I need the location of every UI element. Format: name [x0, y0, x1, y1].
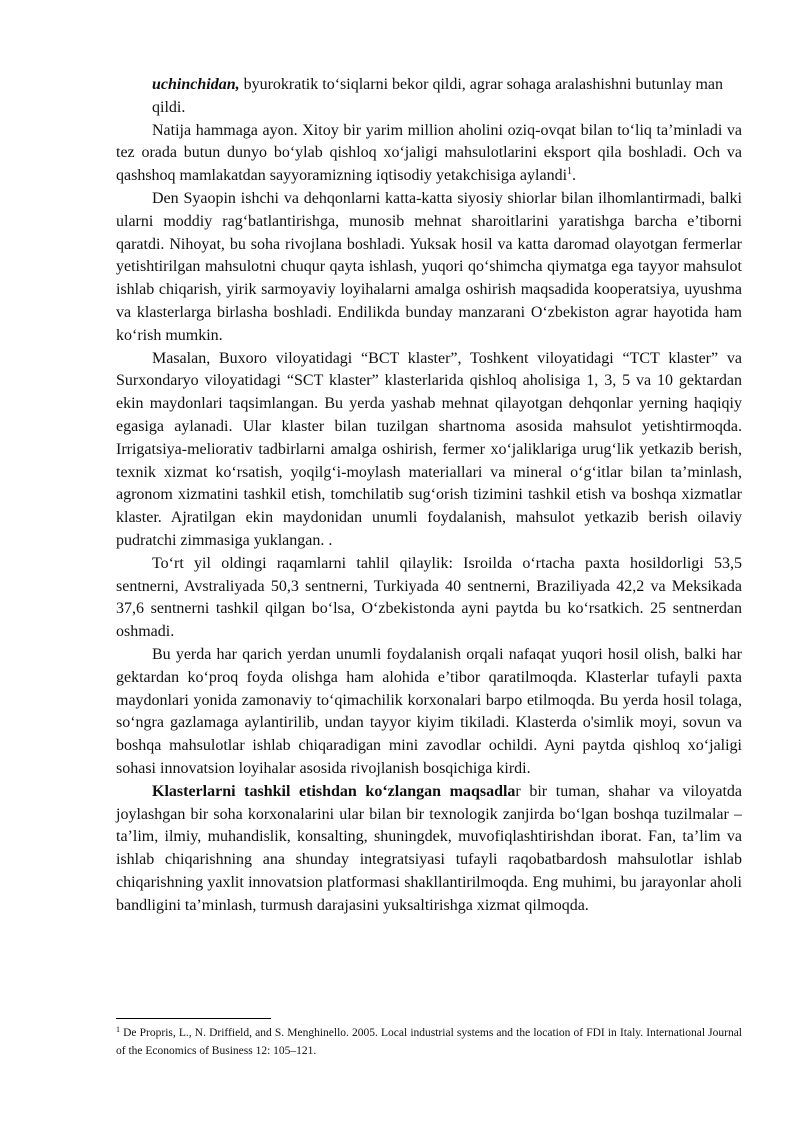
- paragraph-2-end: .: [572, 167, 577, 185]
- paragraph-1: [116, 74, 742, 120]
- paragraph-1-text: byurokratik to‘siqlarni bekor qildi, agrar sohaga aralashishni butunlay man qildi.: [152, 76, 724, 116]
- paragraph-4: Masalan, Buxoro viloyatidagi “BCT klaster”, Toshkent viloyatidagi “TCT klaster” va Surxondaryo viloyatidagi “SCT klaster” klasterlarida qishloq aholisiga 1, 3, 5 va 10 gektardan ekin maydonlari taqsimlangan. Bu yerda yashab mehnat qilayotgan dehqonlar yerning haqiqiy egasiga aylanadi. Ular klaster bilan tuzilgan shartnoma asosida mahsulot yetishtirmoqda. Irrigatsiya-meliorativ tadbirlarni amalga oshirish, fermer xo‘jaliklariga urug‘lik yetkazib berish, texnik xizmat ko‘rsatish, yoqilg‘i-moylash materiallari va mineral o‘g‘itlar bilan ta’minlash, agronom xizmatini tashkil etish, tomchilatib sug‘orish tizimini tashkil etish va boshqa xizmatlar klaster. Ajratilgan ekin maydonidan unumli foydalanish, mahsulot yetkazib berish oilaviy pudratchi zimmasiga yuklangan. .: [116, 349, 742, 549]
- paragraph-5: To‘rt yil oldingi raqamlarni tahlil qilaylik: Isroilda o‘rtacha paxta hosildorligi 53,5 sentnerni, Avstraliyada 50,3 sentnerni, Turkiyada 40 sentnerni, Braziliyada 42,2 va Meksikada 37,6 sentnerni tashkil qilgan bo‘lsa, O‘zbekistonda ayni paytda bu ko‘rsatkich. 25 sentnerdan oshmadi.: [116, 554, 742, 641]
- emphasis-klasterlar-maqsadi: Klasterlarni tashkil etishdan ko‘zlangan maqsadla: [152, 782, 516, 800]
- footnote-number: 1: [116, 1025, 120, 1034]
- paragraph-2-text: Natija hammaga ayon. Xitoy bir yarim million aholini oziq-ovqat bilan to‘liq ta’minladi va tez orada butun dunyo bo‘ylab qishloq xo‘jaligi mahsulotlarini eksport qila boshladi. Och va qashshoq mamlakatdan sayyoramizning iqtisodiy yetakchisiga aylandi: [116, 121, 742, 185]
- footnote: [116, 1024, 742, 1060]
- paragraph-3: Den Syaopin ishchi va dehqonlarni katta-katta siyosiy shiorlar bilan ilhomlantirmadi, balki ularni moddiy rag‘batlantirishga, munosib mehnat sharoitlarini yaratishga barcha e’tiborni qaratdi. Nihoyat, bu soha rivojlana boshladi. Yuksak hosil va katta daromad olayotgan fermerlar yetishtirilgan mahsulotni chuqur qayta ishlash, yuqori qo‘shimcha qiymatga ega tayyor mahsulot ishlab chiqarish, yirik sarmoyaviy loyihalarni amalga oshirish maqsadida kooperatsiya, uyushma va klasterlarga birlasha boshladi. Endilikda bunday manzarani O‘zbekiston agrar hayotida ham ko‘rish mumkin.: [116, 189, 742, 344]
- document-body: [116, 74, 742, 917]
- paragraph-7: [116, 781, 742, 918]
- paragraph-6: Bu yerda har qarich yerdan unumli foydalanish orqali nafaqat yuqori hosil olish, balki har gektardan ko‘proq foyda olishga ham alohida e’tibor qaratilmoqda. Klasterlar tufayli paxta maydonlari yonida zamonaviy to‘qimachilik korxonalari barpo etilmoqda. Bu yerda hosil tolaga, so‘ngra gazlamaga aylantirilib, undan tayyor kiyim tikiladi. Klasterda o'simlik moyi, sovun va boshqa mahsulotlar ishlab chiqaradigan mini zavodlar ochildi. Ayni paytda qishloq xo‘jaligi sohasi innovatsion loyihalar asosida rivojlanish bosqichiga kirdi.: [116, 645, 742, 777]
- paragraph-2: [116, 120, 742, 188]
- paragraph-7-text: r bir tuman, shahar va viloyatda joylashgan bir soha korxonalarini ular bilan bir texnologik zanjirda bo‘lgan boshqa tuzilmalar – ta’lim, ilmiy, muhandislik, konsalting, shuningdek, muvofiqlashtirishdan iborat. Fan, ta’lim va ishlab chiqarishning ana shunday integratsiyasi tufayli raqobatbardosh mahsulotlar ishlab chiqarishning yaxlit innovatsion platformasi shakllantirilmoqda. Eng muhimi, bu jarayonlar aholi bandligini ta’minlash, turmush darajasini yuksaltirishga xizmat qilmoqda.: [116, 782, 742, 914]
- footnote-separator: [116, 1018, 271, 1019]
- emphasis-uchinchidan: uchinchidan,: [152, 76, 240, 93]
- footnote-text: De Propris, L., N. Driffield, and S. Menghinello. 2005. Local industrial systems and the location of FDI in Italy. International Journal of the Economics of Business 12: 105–121.: [116, 1027, 742, 1057]
- footnote-reference[interactable]: 1: [567, 166, 573, 178]
